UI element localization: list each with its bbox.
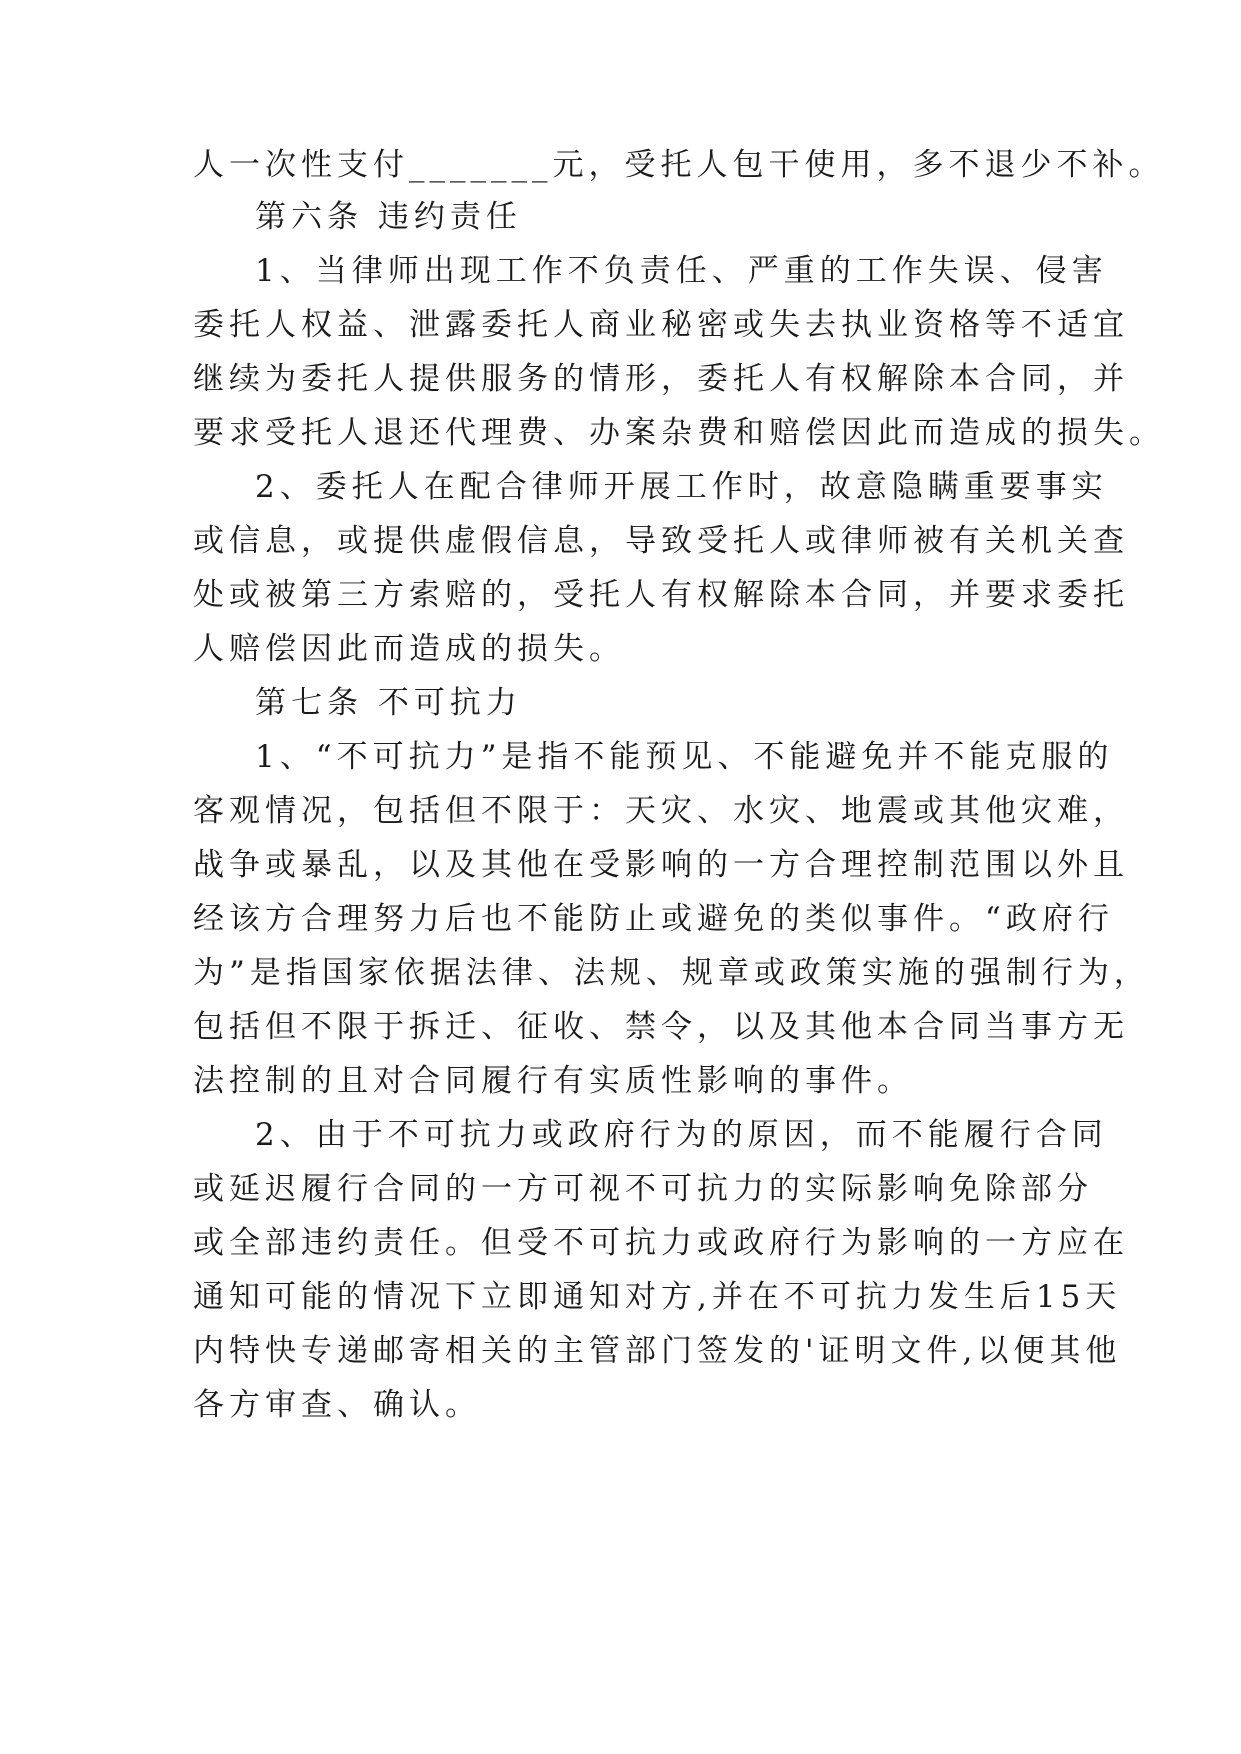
text-line: 内特快专递邮寄相关的主管部门签发的'证明文件,以便其他 [193, 1333, 1122, 1369]
text-line: 1、“不可抗力”是指不能预见、不能避免并不能克服的 [255, 739, 1114, 775]
text-line: 经该方合理努力后也不能防止或避免的类似事件。“政府行 [193, 901, 1114, 937]
text-line: 包括但不限于拆迁、征收、禁令，以及其他本合同当事方无 [193, 1009, 1129, 1045]
section-heading: 第六条 违约责任 [255, 199, 522, 235]
text-line: 战争或暴乱，以及其他在受影响的一方合理控制范围以外且 [193, 847, 1129, 883]
text-line: 客观情况，包括但不限于：天灾、水灾、地震或其他灾难， [193, 793, 1129, 829]
text-line: 或信息，或提供虚假信息，导致受托人或律师被有关机关查 [193, 523, 1129, 559]
text-line: 人一次性支付_______元，受托人包干使用，多不退少不补。 [193, 147, 1165, 183]
text-line: 要求受托人退还代理费、办案杂费和赔偿因此而造成的损失。 [193, 415, 1165, 451]
text-line: 为”是指国家依据法律、法规、规章或政策实施的强制行为， [193, 955, 1150, 991]
text-line: 人赔偿因此而造成的损失。 [193, 631, 625, 667]
text-line: 或延迟履行合同的一方可视不可抗力的实际影响免除部分 [193, 1171, 1093, 1207]
text-line: 通知可能的情况下立即通知对方,并在不可抗力发生后15天 [193, 1279, 1122, 1315]
text-line: 或全部违约责任。但受不可抗力或政府行为影响的一方应在 [193, 1225, 1129, 1261]
text-line: 法控制的且对合同履行有实质性影响的事件。 [193, 1063, 913, 1099]
section-heading: 第七条 不可抗力 [255, 685, 522, 721]
text-line: 处或被第三方索赔的，受托人有权解除本合同，并要求委托 [193, 577, 1129, 613]
text-line: 各方审查、确认。 [193, 1387, 481, 1423]
text-line: 2、由于不可抗力或政府行为的原因，而不能履行合同 [255, 1117, 1108, 1153]
text-line: 委托人权益、泄露委托人商业秘密或失去执业资格等不适宜 [193, 307, 1129, 343]
text-line: 1、当律师出现工作不负责任、严重的工作失误、侵害 [255, 253, 1108, 289]
text-line: 2、委托人在配合律师开展工作时，故意隐瞒重要事实 [255, 469, 1108, 505]
text-line: 继续为委托人提供服务的情形，委托人有权解除本合同，并 [193, 361, 1129, 397]
